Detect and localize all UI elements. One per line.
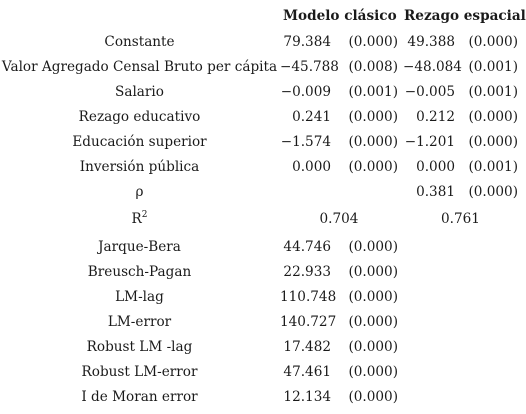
- lag-pvalue: (0.001): [468, 84, 518, 100]
- classic-coef: 79.384: [283, 34, 331, 50]
- lag-pvalue: (0.000): [468, 34, 518, 50]
- diagnostic-value: 110.748: [280, 289, 337, 305]
- lag-r2: 0.761: [441, 211, 480, 227]
- diagnostic-pvalue: (0.000): [348, 239, 398, 255]
- classic-pvalue: (0.000): [348, 159, 398, 175]
- row-label: Jarque-Bera: [98, 239, 181, 255]
- lag-coef: −1.201: [404, 134, 455, 150]
- diagnostic-value: 47.461: [283, 364, 331, 380]
- classic-coef: 0.241: [292, 109, 331, 125]
- diagnostic-value: 22.933: [283, 264, 331, 280]
- row-label: Valor Agregado Censal Bruto per cápita: [1, 59, 278, 75]
- r2-row: [0, 208, 526, 230]
- row-label: Salario: [115, 84, 164, 100]
- r2-symbol: R: [131, 211, 142, 227]
- table-row: [0, 56, 526, 78]
- diagnostic-row: [0, 236, 526, 258]
- diagnostic-pvalue: (0.000): [348, 314, 398, 330]
- classic-r2: 0.704: [319, 211, 359, 227]
- diagnostic-pvalue: (0.000): [348, 264, 398, 280]
- table-row: [0, 81, 526, 103]
- row-label: LM-lag: [115, 289, 164, 305]
- lag-coef: 0.381: [416, 184, 455, 200]
- row-label: Constante: [104, 34, 175, 50]
- diagnostic-pvalue: (0.000): [348, 339, 398, 355]
- diagnostic-value: 140.727: [280, 314, 337, 330]
- lag-coef: 0.212: [416, 109, 455, 125]
- lag-coef: 49.388: [407, 34, 455, 50]
- classic-coef: −1.574: [280, 134, 331, 150]
- lag-coef: −0.005: [404, 84, 455, 100]
- diagnostic-row: [0, 286, 526, 308]
- classic-pvalue: (0.000): [348, 109, 398, 125]
- classic-pvalue: (0.000): [348, 134, 398, 150]
- row-label: Robust LM-error: [81, 364, 198, 380]
- classic-coef: −45.788: [280, 59, 339, 75]
- lag-pvalue: (0.000): [468, 109, 518, 125]
- header-rezago-espacial: Rezago espacial: [404, 8, 526, 24]
- diagnostic-pvalue: (0.000): [348, 364, 398, 380]
- row-label: LM-error: [107, 314, 172, 330]
- lag-coef: 0.000: [416, 159, 455, 175]
- diagnostic-row: [0, 361, 526, 383]
- row-label: I de Moran error: [81, 389, 198, 405]
- diagnostic-pvalue: (0.000): [348, 389, 398, 405]
- diagnostic-value: 12.134: [283, 389, 331, 405]
- r2-superscript: 2: [141, 210, 148, 220]
- diagnostic-row: [0, 336, 526, 358]
- diagnostic-row: [0, 261, 526, 283]
- lag-pvalue: (0.001): [468, 159, 518, 175]
- table-row: [0, 156, 526, 178]
- row-label: Rezago educativo: [78, 109, 201, 125]
- classic-pvalue: (0.000): [348, 34, 398, 50]
- rho-label: ρ: [135, 184, 144, 200]
- table-row: [0, 106, 526, 128]
- diagnostic-value: 44.746: [283, 239, 331, 255]
- diagnostic-pvalue: (0.000): [348, 289, 398, 305]
- row-label: Robust LM -lag: [86, 339, 193, 355]
- classic-pvalue: (0.008): [348, 59, 398, 75]
- classic-coef: 0.000: [292, 159, 331, 175]
- r2-label: [0, 208, 279, 230]
- row-label: Inversión pública: [79, 159, 200, 175]
- diagnostic-value: 17.482: [283, 339, 331, 355]
- header-modelo-clasico: Modelo clásico: [283, 8, 397, 24]
- lag-pvalue: (0.000): [468, 184, 518, 200]
- table-row: [0, 131, 526, 153]
- diagnostic-row: [0, 311, 526, 333]
- rho-row: [0, 181, 526, 203]
- table-row: [0, 31, 526, 53]
- classic-coef: −0.009: [280, 84, 331, 100]
- lag-coef: −48.084: [403, 59, 462, 75]
- diagnostic-row: [0, 386, 526, 408]
- row-label: Educación superior: [72, 134, 207, 150]
- lag-pvalue: (0.001): [468, 59, 518, 75]
- lag-pvalue: (0.000): [468, 134, 518, 150]
- classic-pvalue: (0.001): [348, 84, 398, 100]
- row-label: Breusch-Pagan: [87, 264, 192, 280]
